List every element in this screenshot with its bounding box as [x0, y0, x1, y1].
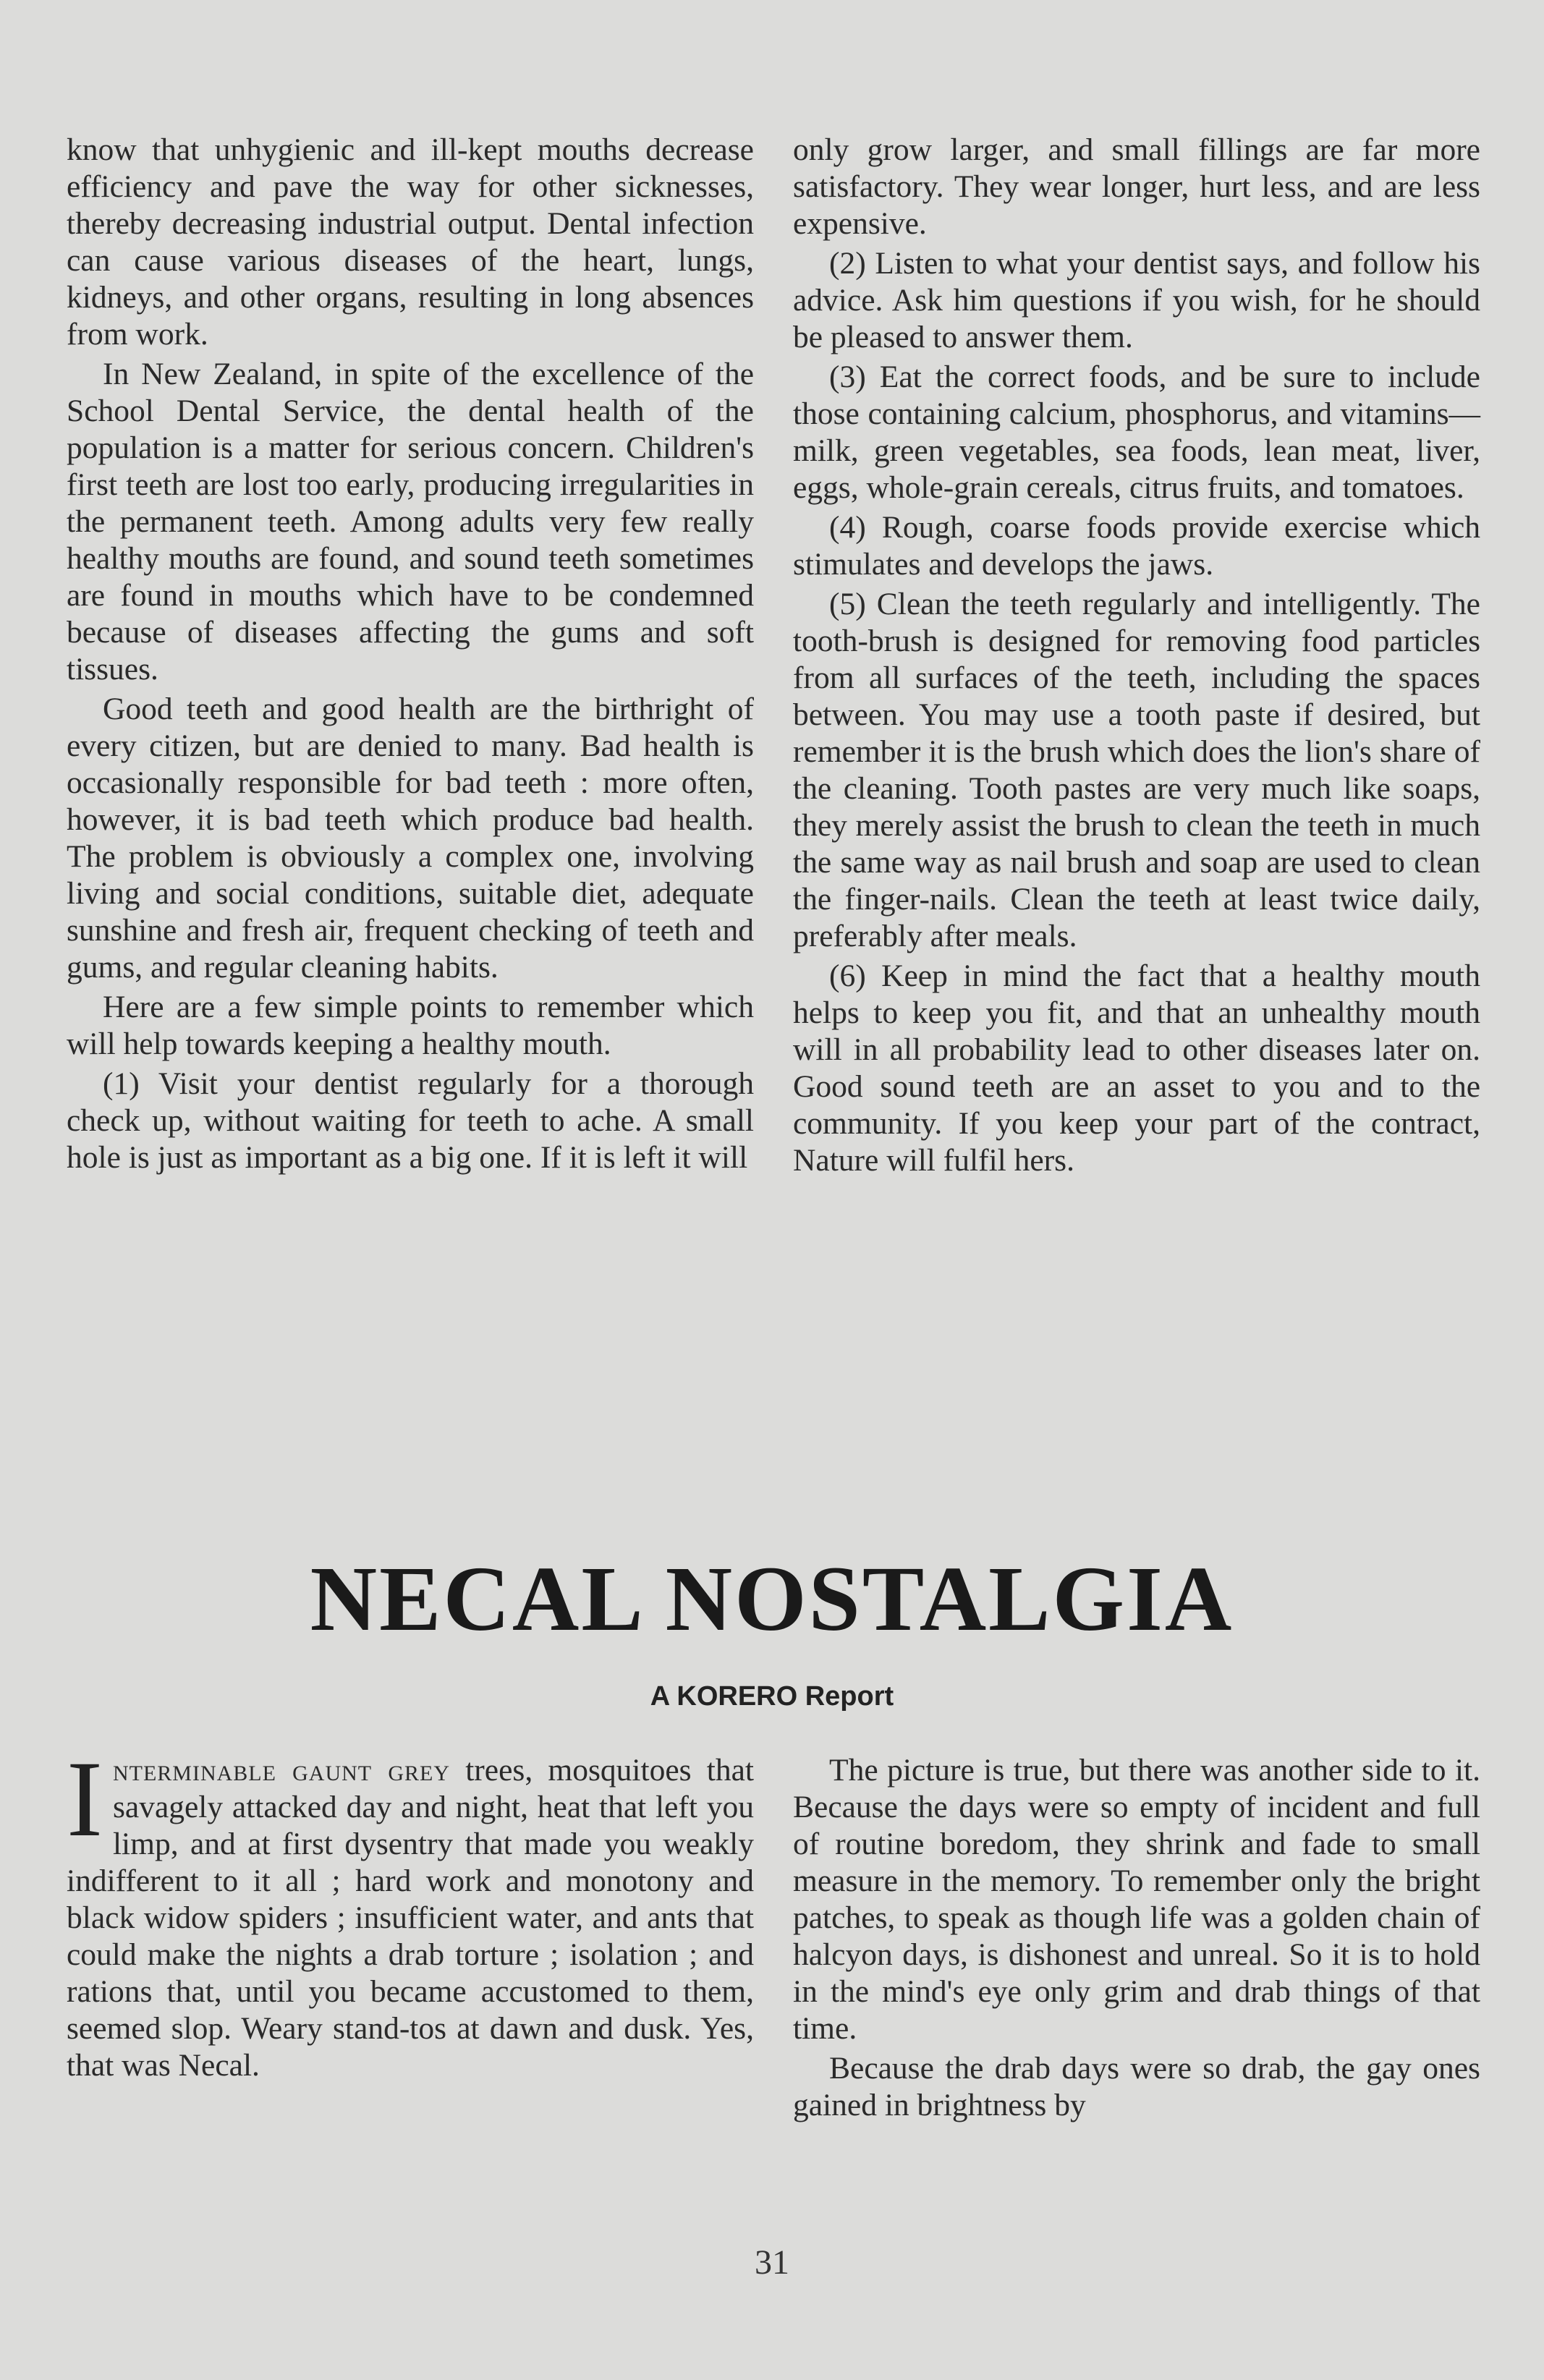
article2-left-column [67, 1739, 754, 2084]
paragraph: only grow larger, and small fillings are far more satisfactory. They wear longer, hurt less, and are less expensive. [793, 132, 1480, 241]
lead-paragraph [67, 1739, 754, 2084]
paragraph: In New Zealand, in spite of the excellence of the School Dental Service, the dental health of the population is a matter for serious concern. Children's first teeth are lost too early, producing irregularities in the permanent teeth. Among adults very few really healthy mouths are found, and sound teeth sometimes are found in mouths which have to be condemned because of diseases affecting the gums and soft tissues. [67, 357, 754, 687]
paragraph: Good teeth and good health are the birthright of every citizen, but are denied to many. Bad health is occasionally responsible for bad teeth : more often, however, it is bad teeth which produce bad health. The problem is obviously a complex one, involving living and social conditions, suitable diet, adequate sunshine and fresh air, frequent checking of teeth and gums, and regular cleaning habits. [67, 692, 754, 985]
paragraph: (2) Listen to what your dentist says, and follow his advice. Ask him questions if you wish, for he should be pleased to answer them. [793, 246, 1480, 354]
paragraph: Because the drab days were so drab, the gay ones gained in brightness by [793, 2051, 1480, 2122]
paragraph: (5) Clean the teeth regularly and intelligently. The tooth-brush is designed for removing food particles from all surfaces of the teeth, including the spaces between. You may use a tooth paste if desired, but remember it is the brush which does the lion's share of the cleaning. Tooth pastes are very much like soaps, they merely assist the brush to clean the teeth in much the same way as nail brush and soap are used to clean the finger-nails. Clean the teeth at least twice daily, preferably after meals. [793, 587, 1480, 953]
paragraph: (4) Rough, coarse foods provide exercise which stimulates and develops the jaws. [793, 510, 1480, 582]
article2-right-column [793, 1752, 1480, 2124]
article-title: NECAL NOSTALGIA [310, 1547, 1234, 1650]
paragraph: The picture is true, but there was another side to it. Because the days were so empty of incident and full of routine boredom, they shrink and fade to small measure in the memory. To remember only the bright patches, to speak as though life was a golden chain of halcyon days, is dishonest and unreal. So it is to hold in the mind's eye only grim and drab things of that time. [793, 1753, 1480, 2046]
lead-text: trees, mosquitoes that savagely attacked day and night, heat that left you limp, and at first dysentry that made you weakly indifferent to it all ; hard work and monotony and black widow spiders ; insufficient water, and ants that could make the nights a drab torture ; isolation ; and rations that, until you became accustomed to them, seemed slop. Weary stand-tos at dawn and dusk. Yes, that was Necal. [67, 1753, 754, 2083]
article1-left-column [67, 132, 754, 1176]
article-subtitle: A KORERO Report [650, 1681, 894, 1712]
paragraph: Here are a few simple points to remember which will help towards keeping a healthy mouth. [67, 990, 754, 1061]
drop-cap: I [67, 1739, 103, 1859]
page-number: 31 [755, 2243, 789, 2282]
paragraph: (3) Eat the correct foods, and be sure to include those containing calcium, phosphorus, and vitamins—milk, green vegetables, sea foods, lean meat, liver, eggs, whole-grain cereals, citrus fruits, and tomatoes. [793, 360, 1480, 505]
lead-smallcaps: nterminable gaunt grey [112, 1753, 450, 1788]
paragraph: (1) Visit your dentist regularly for a thorough check up, without waiting for teeth to ache. A small hole is just as important as a big one. If it is left it will [67, 1066, 754, 1175]
paragraph: know that unhygienic and ill-kept mouths decrease efficiency and pave the way for other sicknesses, thereby decreasing industrial output. Dental infection can cause various diseases of the heart, lungs, kidneys, and other organs, resulting in long absences from work. [67, 132, 754, 352]
article1-right-column [793, 132, 1480, 1179]
paragraph: (6) Keep in mind the fact that a healthy mouth helps to keep you fit, and that an unhealthy mouth will in all probability lead to other diseases later on. Good sound teeth are an asset to you and to the community. If you keep your part of the contract, Nature will fulfil hers. [793, 959, 1480, 1178]
